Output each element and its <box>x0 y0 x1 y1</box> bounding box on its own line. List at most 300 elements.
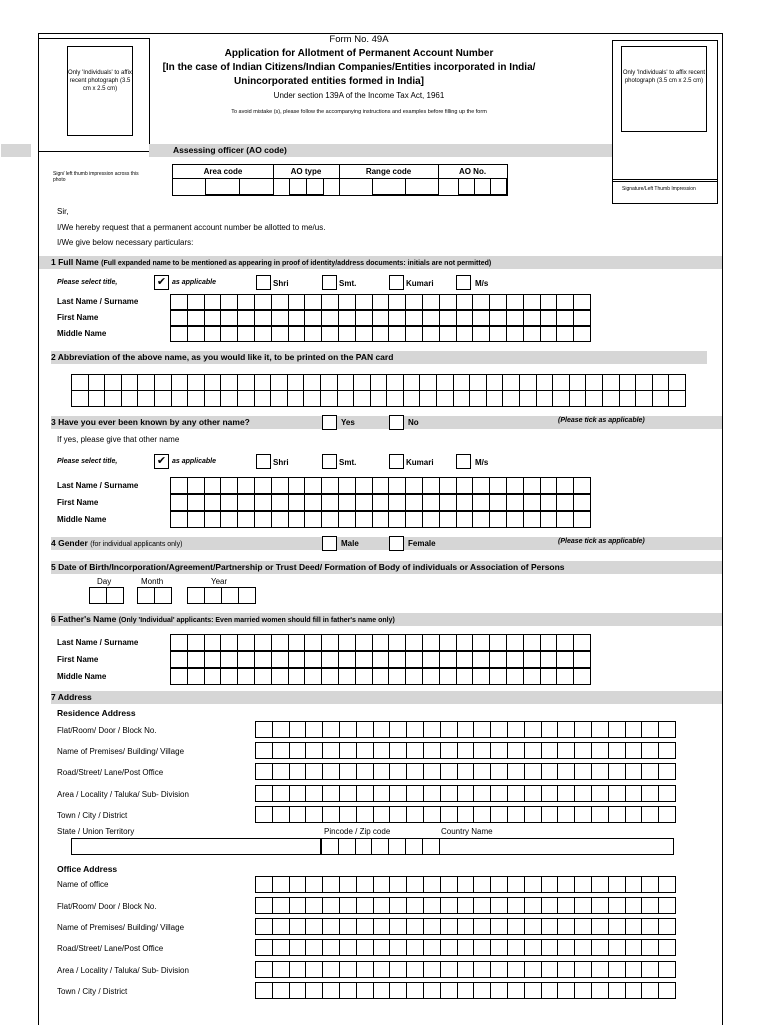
char-box[interactable] <box>558 918 575 935</box>
char-box[interactable] <box>406 634 423 651</box>
char-box[interactable] <box>322 634 339 651</box>
char-box[interactable] <box>541 294 558 310</box>
char-box[interactable] <box>424 721 441 738</box>
char-box[interactable] <box>507 634 524 651</box>
char-box[interactable] <box>659 918 676 935</box>
char-box[interactable] <box>389 511 406 528</box>
char-box[interactable] <box>659 742 676 759</box>
char-box[interactable] <box>305 651 322 668</box>
char-box[interactable] <box>558 742 575 759</box>
char-box[interactable] <box>273 982 290 999</box>
char-box[interactable] <box>642 897 659 914</box>
char-box[interactable] <box>541 326 558 342</box>
res-flat-cells[interactable] <box>255 721 676 738</box>
char-box[interactable] <box>454 390 471 407</box>
char-box[interactable] <box>592 982 609 999</box>
char-box[interactable] <box>221 374 238 391</box>
char-box[interactable] <box>390 721 407 738</box>
char-box[interactable] <box>340 939 357 956</box>
char-box[interactable] <box>290 721 307 738</box>
s3-no-checkbox[interactable] <box>389 415 404 430</box>
char-box[interactable] <box>503 390 520 407</box>
char-box[interactable] <box>188 651 205 668</box>
char-box[interactable] <box>473 651 490 668</box>
char-box[interactable] <box>172 374 189 391</box>
char-box[interactable] <box>542 806 559 823</box>
char-box[interactable] <box>659 721 676 738</box>
char-box[interactable] <box>356 668 373 685</box>
char-box[interactable] <box>441 742 458 759</box>
char-box[interactable] <box>574 651 591 668</box>
char-box[interactable] <box>357 939 374 956</box>
char-box[interactable] <box>373 326 390 342</box>
char-box[interactable] <box>487 374 504 391</box>
char-box[interactable] <box>642 939 659 956</box>
char-box[interactable] <box>424 763 441 780</box>
char-box[interactable] <box>525 721 542 738</box>
char-box[interactable] <box>256 961 273 978</box>
char-box[interactable] <box>457 651 474 668</box>
char-box[interactable] <box>306 876 323 893</box>
char-box[interactable] <box>458 742 475 759</box>
char-box[interactable] <box>542 897 559 914</box>
char-box[interactable] <box>603 390 620 407</box>
char-box[interactable] <box>356 494 373 511</box>
char-box[interactable] <box>470 374 487 391</box>
char-box[interactable] <box>437 374 454 391</box>
char-box[interactable] <box>356 294 373 310</box>
char-box[interactable] <box>490 494 507 511</box>
char-box[interactable] <box>389 634 406 651</box>
char-box[interactable] <box>423 651 440 668</box>
char-box[interactable] <box>440 326 457 342</box>
char-box[interactable] <box>636 390 653 407</box>
char-box[interactable] <box>272 511 289 528</box>
s3-first-name-cells[interactable] <box>170 494 591 511</box>
char-box[interactable] <box>525 918 542 935</box>
char-box[interactable] <box>255 668 272 685</box>
char-box[interactable] <box>458 939 475 956</box>
s3-middle-name-cells[interactable] <box>170 511 591 528</box>
char-box[interactable] <box>592 785 609 802</box>
char-box[interactable] <box>437 390 454 407</box>
char-box[interactable] <box>470 390 487 407</box>
char-box[interactable] <box>238 494 255 511</box>
char-box[interactable] <box>221 326 238 342</box>
char-box[interactable] <box>374 742 391 759</box>
char-box[interactable] <box>288 390 305 407</box>
char-box[interactable] <box>407 876 424 893</box>
char-box[interactable] <box>290 961 307 978</box>
char-box[interactable] <box>373 634 390 651</box>
char-box[interactable] <box>372 838 389 855</box>
char-box[interactable] <box>642 982 659 999</box>
char-box[interactable] <box>474 918 491 935</box>
char-box[interactable] <box>323 742 340 759</box>
char-box[interactable] <box>256 806 273 823</box>
char-box[interactable] <box>524 494 541 511</box>
char-box[interactable] <box>374 721 391 738</box>
char-box[interactable] <box>490 634 507 651</box>
char-box[interactable] <box>609 897 626 914</box>
char-box[interactable] <box>440 477 457 494</box>
char-box[interactable] <box>340 982 357 999</box>
char-box[interactable] <box>557 634 574 651</box>
char-box[interactable] <box>524 477 541 494</box>
char-box[interactable] <box>221 294 238 310</box>
char-box[interactable] <box>474 763 491 780</box>
char-box[interactable] <box>374 982 391 999</box>
char-box[interactable] <box>575 939 592 956</box>
s3-smt-checkbox[interactable] <box>322 454 337 469</box>
char-box[interactable] <box>238 634 255 651</box>
off-flat-cells[interactable] <box>255 897 676 914</box>
off-town-cells[interactable] <box>255 982 676 999</box>
char-box[interactable] <box>238 511 255 528</box>
char-box[interactable] <box>305 477 322 494</box>
char-box[interactable] <box>273 742 290 759</box>
char-box[interactable] <box>205 494 222 511</box>
char-box[interactable] <box>423 326 440 342</box>
char-box[interactable] <box>389 838 406 855</box>
char-box[interactable] <box>374 918 391 935</box>
char-box[interactable] <box>371 390 388 407</box>
char-box[interactable] <box>524 634 541 651</box>
char-box[interactable] <box>626 982 643 999</box>
char-box[interactable] <box>238 310 255 326</box>
char-box[interactable] <box>340 785 357 802</box>
char-box[interactable] <box>441 939 458 956</box>
char-box[interactable] <box>574 511 591 528</box>
char-box[interactable] <box>542 982 559 999</box>
char-box[interactable] <box>273 721 290 738</box>
char-box[interactable] <box>586 374 603 391</box>
char-box[interactable] <box>441 918 458 935</box>
char-box[interactable] <box>553 390 570 407</box>
char-box[interactable] <box>575 961 592 978</box>
char-box[interactable] <box>272 326 289 342</box>
char-box[interactable] <box>474 982 491 999</box>
char-box[interactable] <box>458 961 475 978</box>
char-box[interactable] <box>72 374 89 391</box>
char-box[interactable] <box>626 785 643 802</box>
char-box[interactable] <box>373 294 390 310</box>
char-box[interactable] <box>205 374 222 391</box>
char-box[interactable] <box>574 634 591 651</box>
char-box[interactable] <box>659 961 676 978</box>
s5-year-cells[interactable] <box>187 587 256 604</box>
char-box[interactable] <box>406 838 423 855</box>
char-box[interactable] <box>507 326 524 342</box>
char-box[interactable] <box>541 634 558 651</box>
char-box[interactable] <box>322 838 339 855</box>
char-box[interactable] <box>557 310 574 326</box>
char-box[interactable] <box>407 763 424 780</box>
char-box[interactable] <box>390 763 407 780</box>
char-box[interactable] <box>289 310 306 326</box>
char-box[interactable] <box>188 668 205 685</box>
char-box[interactable] <box>389 494 406 511</box>
char-box[interactable] <box>306 763 323 780</box>
char-box[interactable] <box>389 651 406 668</box>
char-box[interactable] <box>222 587 239 604</box>
char-box[interactable] <box>508 982 525 999</box>
char-box[interactable] <box>373 511 390 528</box>
char-box[interactable] <box>138 390 155 407</box>
char-box[interactable] <box>473 668 490 685</box>
char-box[interactable] <box>541 494 558 511</box>
char-box[interactable] <box>423 310 440 326</box>
char-box[interactable] <box>490 477 507 494</box>
char-box[interactable] <box>626 961 643 978</box>
char-box[interactable] <box>424 918 441 935</box>
s1-last-name-cells[interactable] <box>170 294 591 310</box>
char-box[interactable] <box>289 668 306 685</box>
char-box[interactable] <box>524 511 541 528</box>
char-box[interactable] <box>221 310 238 326</box>
char-box[interactable] <box>474 742 491 759</box>
char-box[interactable] <box>323 918 340 935</box>
char-box[interactable] <box>272 477 289 494</box>
char-box[interactable] <box>323 721 340 738</box>
char-box[interactable] <box>238 294 255 310</box>
char-box[interactable] <box>390 939 407 956</box>
char-box[interactable] <box>357 982 374 999</box>
char-box[interactable] <box>255 511 272 528</box>
char-box[interactable] <box>458 876 475 893</box>
char-box[interactable] <box>357 897 374 914</box>
char-box[interactable] <box>306 785 323 802</box>
off-road-cells[interactable] <box>255 939 676 956</box>
char-box[interactable] <box>491 721 508 738</box>
char-box[interactable] <box>474 897 491 914</box>
char-box[interactable] <box>558 785 575 802</box>
char-box[interactable] <box>491 918 508 935</box>
char-box[interactable] <box>642 961 659 978</box>
char-box[interactable] <box>440 668 457 685</box>
char-box[interactable] <box>424 742 441 759</box>
char-box[interactable] <box>171 294 188 310</box>
char-box[interactable] <box>609 876 626 893</box>
char-box[interactable] <box>423 511 440 528</box>
char-box[interactable] <box>636 374 653 391</box>
char-box[interactable] <box>542 785 559 802</box>
char-box[interactable] <box>524 326 541 342</box>
char-box[interactable] <box>491 806 508 823</box>
char-box[interactable] <box>407 961 424 978</box>
char-box[interactable] <box>322 294 339 310</box>
char-box[interactable] <box>454 374 471 391</box>
char-box[interactable] <box>105 374 122 391</box>
s6-last-name-cells[interactable] <box>170 634 591 651</box>
char-box[interactable] <box>374 806 391 823</box>
char-box[interactable] <box>525 961 542 978</box>
char-box[interactable] <box>387 390 404 407</box>
char-box[interactable] <box>457 477 474 494</box>
char-box[interactable] <box>642 918 659 935</box>
char-box[interactable] <box>474 939 491 956</box>
char-box[interactable] <box>507 294 524 310</box>
char-box[interactable] <box>340 742 357 759</box>
char-box[interactable] <box>557 668 574 685</box>
char-box[interactable] <box>122 374 139 391</box>
char-box[interactable] <box>357 763 374 780</box>
char-box[interactable] <box>221 390 238 407</box>
char-box[interactable] <box>323 785 340 802</box>
char-box[interactable] <box>272 634 289 651</box>
char-box[interactable] <box>508 918 525 935</box>
char-box[interactable] <box>390 982 407 999</box>
char-box[interactable] <box>609 918 626 935</box>
char-box[interactable] <box>305 634 322 651</box>
s3-yes-checkbox[interactable] <box>322 415 337 430</box>
char-box[interactable] <box>188 374 205 391</box>
s4-male-checkbox[interactable] <box>322 536 337 551</box>
char-box[interactable] <box>474 876 491 893</box>
char-box[interactable] <box>272 310 289 326</box>
char-box[interactable] <box>390 742 407 759</box>
char-box[interactable] <box>524 294 541 310</box>
char-box[interactable] <box>273 961 290 978</box>
char-box[interactable] <box>271 374 288 391</box>
char-box[interactable] <box>440 310 457 326</box>
char-box[interactable] <box>525 763 542 780</box>
char-box[interactable] <box>188 587 205 604</box>
char-box[interactable] <box>238 374 255 391</box>
char-box[interactable] <box>558 806 575 823</box>
char-box[interactable] <box>188 511 205 528</box>
char-box[interactable] <box>575 785 592 802</box>
char-box[interactable] <box>256 876 273 893</box>
char-box[interactable] <box>155 587 172 604</box>
char-box[interactable] <box>609 961 626 978</box>
char-box[interactable] <box>659 939 676 956</box>
s1-ms-checkbox[interactable] <box>456 275 471 290</box>
char-box[interactable] <box>626 721 643 738</box>
char-box[interactable] <box>339 634 356 651</box>
char-box[interactable] <box>221 668 238 685</box>
char-box[interactable] <box>537 374 554 391</box>
char-box[interactable] <box>574 477 591 494</box>
char-box[interactable] <box>406 477 423 494</box>
char-box[interactable] <box>122 390 139 407</box>
char-box[interactable] <box>642 742 659 759</box>
char-box[interactable] <box>238 390 255 407</box>
char-box[interactable] <box>557 477 574 494</box>
char-box[interactable] <box>290 897 307 914</box>
char-box[interactable] <box>458 897 475 914</box>
char-box[interactable] <box>339 477 356 494</box>
char-box[interactable] <box>553 374 570 391</box>
char-box[interactable] <box>557 511 574 528</box>
char-box[interactable] <box>575 876 592 893</box>
char-box[interactable] <box>357 721 374 738</box>
char-box[interactable] <box>171 634 188 651</box>
char-box[interactable] <box>321 390 338 407</box>
char-box[interactable] <box>339 838 356 855</box>
char-box[interactable] <box>322 494 339 511</box>
char-box[interactable] <box>255 294 272 310</box>
char-box[interactable] <box>239 587 256 604</box>
s3-last-name-cells[interactable] <box>170 477 591 494</box>
char-box[interactable] <box>473 477 490 494</box>
s6-first-name-cells[interactable] <box>170 651 591 668</box>
char-box[interactable] <box>188 634 205 651</box>
char-box[interactable] <box>306 742 323 759</box>
char-box[interactable] <box>188 477 205 494</box>
char-box[interactable] <box>389 310 406 326</box>
char-box[interactable] <box>205 390 222 407</box>
char-box[interactable] <box>340 918 357 935</box>
char-box[interactable] <box>171 477 188 494</box>
char-box[interactable] <box>322 651 339 668</box>
char-box[interactable] <box>404 390 421 407</box>
s1-as-applicable-checkbox[interactable] <box>154 275 169 290</box>
char-box[interactable] <box>507 477 524 494</box>
char-box[interactable] <box>256 785 273 802</box>
char-box[interactable] <box>541 477 558 494</box>
char-box[interactable] <box>659 876 676 893</box>
char-box[interactable] <box>669 374 686 391</box>
char-box[interactable] <box>626 806 643 823</box>
char-box[interactable] <box>440 634 457 651</box>
res-pincode-cells[interactable] <box>321 838 440 855</box>
char-box[interactable] <box>473 294 490 310</box>
char-box[interactable] <box>407 742 424 759</box>
char-box[interactable] <box>273 918 290 935</box>
char-box[interactable] <box>424 897 441 914</box>
char-box[interactable] <box>457 668 474 685</box>
char-box[interactable] <box>457 634 474 651</box>
char-box[interactable] <box>491 763 508 780</box>
char-box[interactable] <box>304 390 321 407</box>
char-box[interactable] <box>273 876 290 893</box>
char-box[interactable] <box>490 294 507 310</box>
char-box[interactable] <box>373 310 390 326</box>
char-box[interactable] <box>669 390 686 407</box>
char-box[interactable] <box>558 721 575 738</box>
s1-kumari-checkbox[interactable] <box>389 275 404 290</box>
char-box[interactable] <box>508 961 525 978</box>
char-box[interactable] <box>508 742 525 759</box>
char-box[interactable] <box>524 651 541 668</box>
off-premises-cells[interactable] <box>255 918 676 935</box>
char-box[interactable] <box>404 374 421 391</box>
char-box[interactable] <box>290 982 307 999</box>
char-box[interactable] <box>441 763 458 780</box>
char-box[interactable] <box>609 939 626 956</box>
char-box[interactable] <box>620 390 637 407</box>
char-box[interactable] <box>289 634 306 651</box>
char-box[interactable] <box>340 721 357 738</box>
char-box[interactable] <box>387 374 404 391</box>
char-box[interactable] <box>272 494 289 511</box>
char-box[interactable] <box>389 477 406 494</box>
char-box[interactable] <box>288 374 305 391</box>
ao-no-cells[interactable] <box>458 178 507 195</box>
char-box[interactable] <box>256 939 273 956</box>
char-box[interactable] <box>357 785 374 802</box>
char-box[interactable] <box>659 785 676 802</box>
char-box[interactable] <box>138 374 155 391</box>
s4-female-checkbox[interactable] <box>389 536 404 551</box>
char-box[interactable] <box>423 294 440 310</box>
res-town-cells[interactable] <box>255 806 676 823</box>
char-box[interactable] <box>305 326 322 342</box>
s1-first-name-cells[interactable] <box>170 310 591 326</box>
char-box[interactable] <box>406 326 423 342</box>
char-box[interactable] <box>340 961 357 978</box>
